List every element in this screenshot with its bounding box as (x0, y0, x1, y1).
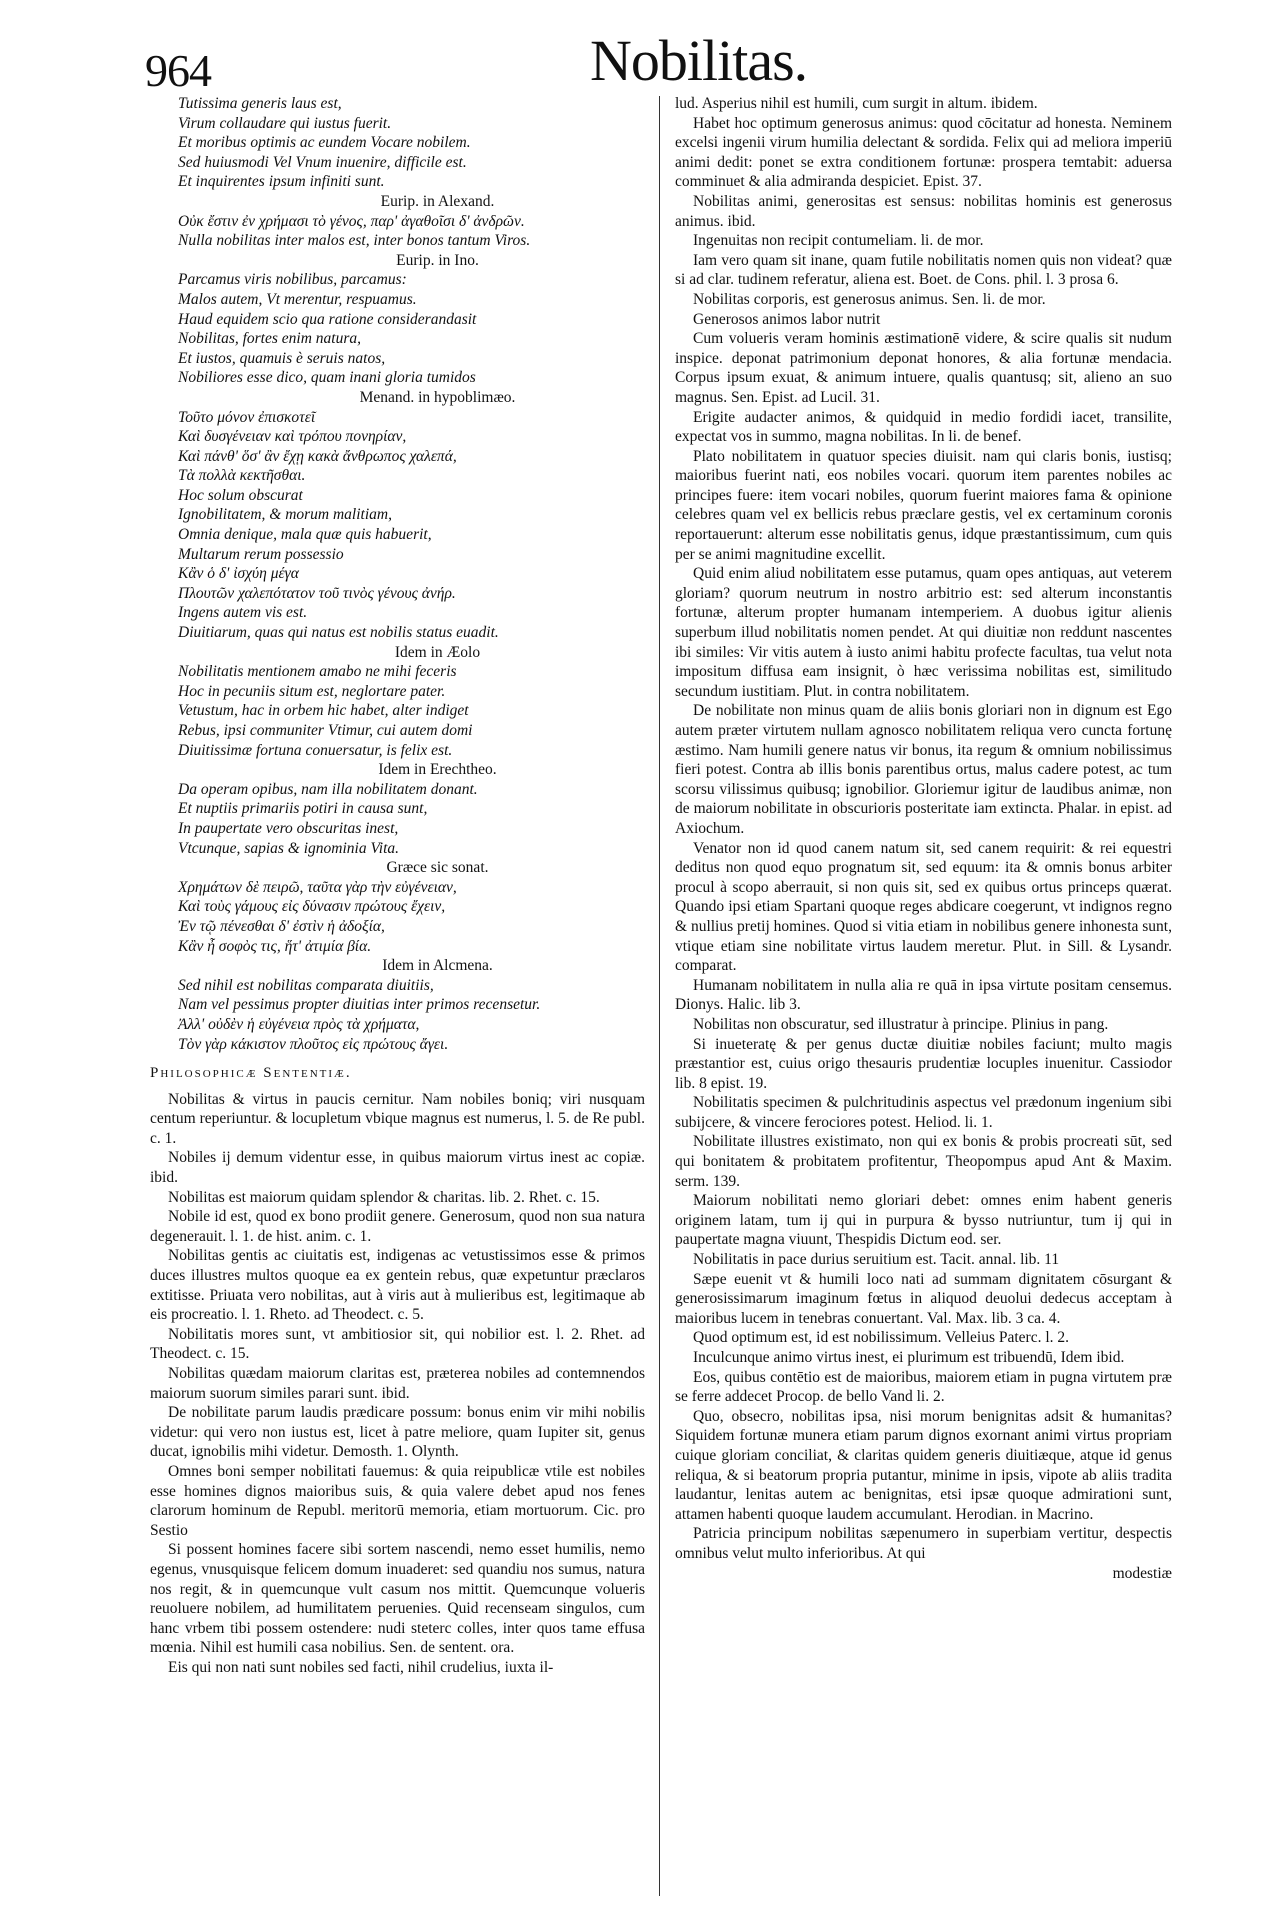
greek-verse-line: Τὰ πολλὰ κεκτῆσθαι. (178, 467, 306, 485)
catchword: modestiæ (1112, 1564, 1172, 1582)
verse-line: Nulla nobilitas inter malos est, inter bonos tantum Viros. (178, 232, 531, 250)
greek-verse-line: Ἀλλ' οὐδὲν ἡ εὐγένεια πρὸς τὰ χρήματα, (178, 1015, 420, 1033)
greek-verse-line: Καὶ τοὺς γάμους εἰς δύνασιν πρώτους ἔχειν, (178, 898, 446, 916)
paragraph: Nobilitas est maiorum quidam splendor & charitas. lib. 2. Rhet. c. 15. (168, 1188, 600, 1206)
verse-line: Rebus, ipsi communiter Vtimur, cui autem domi (178, 722, 473, 739)
paragraph: Cum volueris veram hominis æstimationē videre, & scire qualis sit nudum inspice. deponat patrimonium deponat honores, & alia fortunæ mendacia. Corpus ipsum exuat, & animum intuere, qualis quantusq; sit, alieno an suo magnus. Sen. Epist. ad Lucil. 31. (675, 330, 1172, 406)
verse-line: Vtcunque, sapias & ignominia Vita. (178, 839, 400, 857)
verse-line: Haud equidem scio qua ratione considerandasit (178, 310, 477, 328)
paragraph: Plato nobilitatem in quatuor species diuisit. nam qui claris bonis, iustisq; maioribus fuerint nati, eos nobiles vocari. quorum item parentes nobiles ac principes fuere: item vocari nobiles, quorum fuerint maiores fama & opinione celebres quam vel ex bellicis rebus præclare gestis, vel ex certaminum coronis reportauerunt: alterum esse nobilitatis genus, idque præstantissimum, cum quis per se animi magnitudine excellit. (675, 447, 1172, 563)
verse-line: Sed nihil est nobilitas comparata diuitiis, (178, 976, 434, 994)
verse-line: Diuitiarum, quas qui natus est nobilis status euadit. (178, 624, 499, 642)
paragraph: Maiorum nobilitati nemo gloriari debet: omnes enim habent generis originem latam, tum ij qui in purpura & bysso nutriuntur, tum ij qui in paupertate magna viuunt, Thespidis Dictum eod. ser. (675, 1192, 1172, 1249)
greek-verse-line: Πλουτῶν χαλεπότατον τοῦ τινὸς γένους ἀνήρ. (178, 584, 456, 602)
verse-line: Parcamus viris nobilibus, parcamus: (178, 271, 407, 289)
source-attribution: Idem in Alcmena. (382, 957, 493, 975)
source-attribution: Eurip. in Ino. (396, 251, 479, 269)
paragraph: Iam vero quam sit inane, quam futile nobilitatis nomen quis non videat? quæ si ad clar. tudinem referatur, aliena est. Boet. de Cons. phil. l. 3 prosa 6. (675, 251, 1172, 289)
source-attribution: Eurip. in Alexand. (380, 192, 495, 210)
paragraph: Inculcunque animo virtus inest, ei plurimum est tribuendū, Idem ibid. (693, 1349, 1125, 1366)
left-column (150, 94, 645, 1904)
verse-line: Tutissima generis laus est, (178, 95, 342, 112)
verse-line: Nobilitatis mentionem amabo ne mihi feceris (178, 663, 457, 681)
verse-line: Multarum rerum possessio (178, 545, 344, 563)
right-column (675, 94, 1172, 1904)
paragraph: lud. Asperius nihil est humili, cum surgit in altum. ibidem. (675, 95, 1038, 112)
paragraph: Erigite audacter animos, & quidquid in medio fordidi iacet, transilite, expectat vos in summo, magna nobilitas. In li. de benef. (675, 408, 1172, 446)
greek-verse-line: Οὐκ ἔστιν ἐν χρήμασι τὸ γένος, παρ' ἀγαθοῖσι δ' ἀνδρῶν. (178, 212, 525, 230)
running-head: Nobilitas. (590, 28, 808, 93)
paragraph: Quid enim aliud nobilitatem esse putamus, quam opes antiquas, aut veterem gloriam? quorum neutrum in nostro arbitrio est: sed alterum inconstantis fortunæ, alterum propter humanam intemperiem. A duobus igitur alienis superbum illud nobilitatis nomen pendet. At qui diuitiæ non reddunt nascentes ibi similes: Vir vitis autem à iusto animi habitu profecte facultas, tua velut nota impositum diffusa eam insignit, ò hæc verissima nobilitas est, similitudo secundum iustitiam. Plut. in contra nobilitatem. (675, 565, 1172, 700)
source-attribution: Idem in Æolo (394, 643, 481, 661)
paragraph: Quo, obsecro, nobilitas ipsa, nisi morum benignitas adsit & humanitas? Siquidem fortunæ munera etiam parum dignos exornant animi virtus propriam cuique gloriam conciliat, & claritas quidem generis diuitiæque, atque id genus reliqua, & si beatorum propria putantur, minime in ipsis, vipote ab aliis tradita laudantur, lenitas autem ac benignitas, etsi ipsæ quoque admirationi sunt, attamen habenti quoque laudem accumulant. Herodian. in Macrino. (675, 1407, 1172, 1523)
verse-line: Ignobilitatem, & morum malitiam, (178, 506, 392, 524)
paragraph: Nobilitas non obscuratur, sed illustratur à principe. Plinius in pang. (693, 1015, 1109, 1033)
verse-line: Malos autem, Vt merentur, respuamus. (178, 290, 417, 308)
greek-verse-line: Καὶ πάνθ' ὅσ' ἂν ἔχῃ κακὰ ἄνθρωπος χαλεπά, (178, 447, 457, 465)
source-attribution: Menand. in hypoblimæo. (359, 388, 516, 406)
paragraph: Nobilitas & virtus in paucis cernitur. Nam nobiles boniq; viri nusquam centum reperiuntur. & locupletum vbique magnus est numerus, l. 5. de Re publ. c. 1. (150, 1090, 645, 1147)
verse-line: Diuitissimæ fortuna conuersatur, is felix est. (178, 741, 453, 759)
paragraph: Ingenuitas non recipit contumeliam. li. de mor. (693, 232, 984, 250)
paragraph: Humanam nobilitatem in nulla alia re quā in ipsa virtute positam censemus. Dionys. Halic. lib 3. (675, 976, 1172, 1014)
verse-line: Et moribus optimis ac eundem Vocare nobilem. (178, 134, 471, 152)
paragraph: Patricia principum nobilitas sæpenumero in superbiam vertitur, despectis omnibus velut multo inferioribus. At qui (675, 1525, 1172, 1562)
paragraph: Nobilitas corporis, est generosus animus. Sen. li. de mor. (693, 290, 1046, 308)
greek-verse-line: Κἂν ὁ δ' ἰσχύη μέγα (178, 565, 299, 583)
verse-line: Omnia denique, mala quæ quis habuerit, (178, 526, 432, 544)
verse-line: Et inquirentes ipsum infiniti sunt. (178, 173, 385, 191)
verse-line: Hoc solum obscurat (178, 486, 303, 504)
greek-verse-line: Χρημάτων δὲ πειρῶ, ταῦτα γὰρ τὴν εὐγένειαν, (178, 878, 457, 896)
verse-line: Nobiliores esse dico, quam inani gloria tumidos (178, 369, 476, 387)
paragraph: Venator non id quod canem natum sit, sed canem requirit: & rei equestri deditus non quod equo prognatum sit, sed equum: ita & omnis bonus arbiter procul à scopo aberrauit, si non quis sit, sed ex quibus ortus princeps quærat. Quando ipsi etiam Spartani quoque reges abdicare coegerunt, vt indignos regno & nullius pretij homines. Quod si vitia etiam in nobilibus genere inhonesta sunt, vtique etiam sine nobilitate virtus laudem meretur. Plut. in Sill. & Lysandr. comparat. (675, 839, 1172, 975)
verse-line: Hoc in pecuniis situm est, neglortare pater. (178, 682, 446, 700)
verse-line: Nam vel pessimus propter diuitias inter primos recensetur. (178, 996, 541, 1014)
verse-line: Da operam opibus, nam illa nobilitatem donant. (178, 780, 478, 798)
paragraph: Omnes boni semper nobilitati fauemus: & quia reipublicæ vtile est nobiles esse homines dignos maioribus suis, & quia valere debet apud nos fenes clarorum hominum de Republ. meritorū memoria, etiam mortuorum. Cic. pro Sestio (150, 1462, 645, 1539)
verse-line: In paupertate vero obscuritas inest, (178, 819, 399, 837)
paragraph: Nobilitate illustres existimato, non qui ex bonis & probis procreati sūt, sed qui bonitatem & probitatem profitentur, Theopompus apud Ant & Maxim. serm. 139. (675, 1133, 1172, 1190)
verse-line: Vetustum, hac in orbem hic habet, alter indiget (178, 702, 469, 720)
greek-verse-line: Τὸν γὰρ κάκιστον πλοῦτος εἰς πρώτους ἄγει. (178, 1035, 449, 1053)
paragraph: Nobiles ij demum videntur esse, in quibus maiorum virtus inest ac copiæ. ibid. (150, 1149, 645, 1187)
greek-verse-line: Κἂν ἦ σοφὸς τις, ἥτ' ἀτιμία βία. (178, 937, 372, 955)
paragraph: Nobilitas gentis ac ciuitatis est, indigenas ac vetustissimos esse & primos duces illustres multos quoque ea ex gentein rebus, quæ expetuntur præclaros extitisse. Priuata vero nobilitas, aut à viris aut à mulieribus est, legitimaque ab eis procreatio. l. 1. Rheto. ad Theodect. c. 5. (150, 1247, 645, 1324)
paragraph: Eis qui non nati sunt nobiles sed facti, nihil crudelius, iuxta il- (168, 1658, 554, 1676)
verse-line: Et iustos, quamuis è seruis natos, (178, 349, 386, 367)
verse-line: Et nuptiis primariis potiri in causa sunt, (178, 800, 428, 818)
verse-line: Sed huiusmodi Vel Vnum inuenire, difficile est. (178, 153, 467, 171)
greek-verse-line: Ἐν τῷ πένεσθαι δ' ἐστὶν ἡ ἀδοξία, (178, 917, 385, 935)
verse-line: Virum collaudare qui iustus fuerit. (178, 114, 392, 132)
source-attribution: Græce sic sonat. (386, 859, 489, 877)
paragraph: Quod optimum est, id est nobilissimum. Velleius Paterc. l. 2. (693, 1329, 1070, 1347)
paragraph: Habet hoc optimum generosus animus: quod cōcitatur ad honesta. Neminem excelsi ingenii virum humilia delectant & sordida. Felix qui ad meliora imperiū animi dedit: ponet se extra conditionem fortunæ: prospera temtabit: aduersa comminuet & alia admiranda despiciet. Epist. 37. (675, 114, 1172, 191)
column-divider (659, 96, 660, 1896)
section-heading: Philosophicæ Sententiæ. (150, 1065, 352, 1082)
verse-line: Ingens autem vis est. (178, 604, 308, 622)
paragraph: Eos, quibus contētio est de maioribus, maiorem etiam in pugna virtutem præ se ferre addecet Procop. de bello Vand li. 2. (675, 1368, 1172, 1406)
paragraph: De nobilitate parum laudis prædicare possum: bonus enim vir mihi nobilis videtur: qui vero non iustus est, licet à patre meliore, quam Iupiter sit, genus ducat, ignobilis mihi videtur. Demosth. 1. Olynth. (150, 1404, 645, 1461)
paragraph: Nobilitatis mores sunt, vt ambitiosior sit, qui nobilior est. l. 2. Rhet. ad Theodect. c. 15. (150, 1325, 645, 1363)
paragraph: De nobilitate non minus quam de aliis bonis gloriari non in dignum est Ego autem præter virtutem nullam agnosco nobilitatem reliqua vero cuncta fortunę æstimo. Nam humili genere natus vir bonus, ita regum & omnium nobilissimus fieri potest. Contra ab illis bonis parentibus ortus, malus cadere potest, ac tum scorsu vilissimus quibusq; ignobilior. Gloriemur igitur de laudibus animæ, non de maiorum nobilitate in obscurioris posteritate iam extincta. Phalar. in epist. ad Axiochum. (675, 702, 1172, 837)
greek-verse-line: Καὶ δυσγένειαν καὶ τρόπου πονηρίαν, (178, 428, 407, 446)
paragraph: Nobilitatis in pace durius seruitium est. Tacit. annal. lib. 11 (693, 1251, 1060, 1269)
paragraph: Sæpe euenit vt & humili loco nati ad summam dignitatem cōsurgant & generosissimarum imaginum fœtus in aliquod deuolui dedecus acceptam à maioribus lucem in tenebras conuertant. Val. Max. lib. 3 ca. 4. (675, 1270, 1172, 1327)
source-attribution: Idem in Erechtheo. (378, 761, 497, 779)
paragraph: Si possent homines facere sibi sortem nascendi, nemo esset humilis, nemo egenus, vnusquisque felicem domum inuaderet: sed quandiu nos sumus, natura nos regit, & in quemcunque vult casum nos mittit. Quemcunque volueris reuoluere nobilem, ad humilitatem peruenies. Quid recenseam singulos, cum hanc vrbem tibi possem ostendere: nudi steterc colles, inter quos tame effusa mœnia. Nihil est humili casa nobilius. Sen. de sentent. ora. (150, 1541, 645, 1657)
paragraph: Nobile id est, quod ex bono prodiit genere. Generosum, quod non sua natura degenerauit. l. 1. de hist. anim. c. 1. (150, 1208, 645, 1245)
paragraph: Nobilitas animi, generositas est sensus: nobilitas hominis est generosus animus. ibid. (675, 192, 1172, 230)
paragraph: Nobilitatis specimen & pulchritudinis aspectus vel prædonum ingenium sibi subijcere, & vincere ferociores potest. Heliod. li. 1. (675, 1094, 1172, 1131)
paragraph: Si inueteratę & per genus ductæ diuitiæ nobiles faciunt; multo magis præstantior est, cuius origo thesauris prudentiæ locuples inuenitur. Cassiodor lib. 8 epist. 19. (675, 1035, 1172, 1092)
verse-line: Nobilitas, fortes enim natura, (178, 330, 361, 348)
paragraph: Generosos animos labor nutrit (693, 310, 881, 328)
greek-verse-line: Τοῦτο μόνον ἐπισκοτεῖ (178, 408, 316, 426)
page-number: 964 (145, 45, 211, 96)
paragraph: Nobilitas quædam maiorum claritas est, præterea nobiles ad contemnendos maiorum suorum similes parari sunt. ibid. (150, 1365, 645, 1402)
